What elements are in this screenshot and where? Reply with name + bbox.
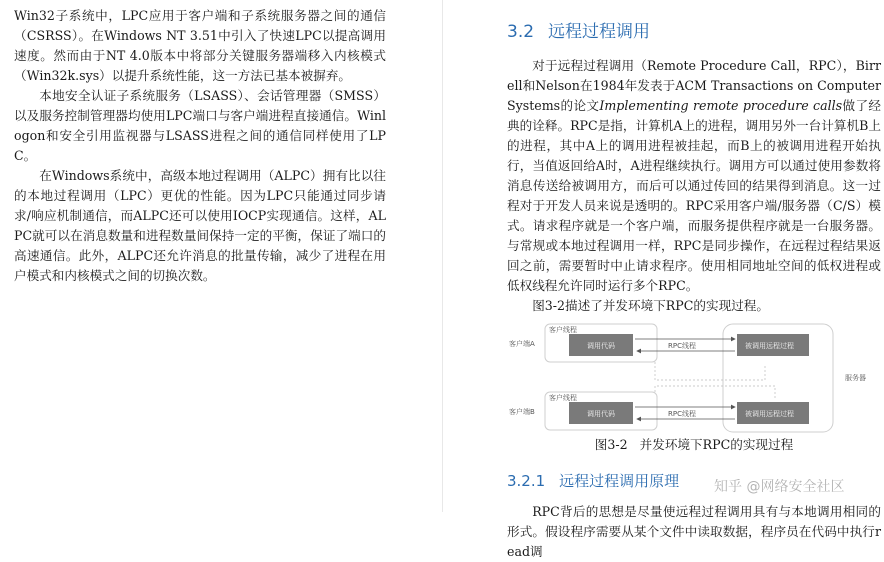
rpc-intro-text-1: 对于远程过程调用（Remote Procedure Call，RPC），Birrell和Nelson在1984年发表于ACM Transactions on Computer Systems的论文: [507, 58, 881, 113]
section-number: 3.2: [507, 22, 535, 42]
subsection-number: 3.2.1: [507, 472, 546, 490]
section-title: 远程过程调用: [548, 22, 651, 42]
left-text-column: [14, 6, 386, 286]
figure-caption-text: 并发环境下RPC的实现过程: [639, 437, 794, 452]
dashed-link-a: [655, 362, 765, 380]
client-a-call-code-label: 调用代码: [587, 342, 615, 350]
client-b-call-code-label: 调用代码: [587, 410, 615, 418]
remote-proc-label-b: 被调用远程过程: [745, 410, 794, 418]
right-page: [442, 0, 884, 559]
section-heading: [507, 20, 881, 44]
rpc-intro-text-2: 做了经典的诠释。RPC是指，计算机A上的进程，调用另外一台计算机B上的进程，其中A上的调用进程被挂起，而B上的被调用进程开始执行，当值返回给A时，A进程继续执行。调用方可以通过使用参数将消息传送给被调用方，而后可以通过传回的结果得到消息。这一过程对于开发人员来说是透明的。RPC采用客户端/服务器（C/S）模式。请求程序就是一个客户端，而服务提供程序就是一台服务器。与常规或本地过程调用一样，RPC是同步操作，在远程过程结果返回之前，需要暂时中止请求程序。使用相同地址空间的低权进程或低权线程允许同时运行多个RPC。: [507, 98, 882, 293]
server-label: 服务器: [845, 374, 866, 382]
subsection-title: 远程过程调用原理: [559, 472, 680, 490]
rpc-principle-paragraph: RPC背后的思想是尽量使远程过程调用具有与本地调用相同的形式。假设程序需要从某个文件中读取数据，程序员在代码中执行read调: [507, 504, 881, 559]
figure-caption: [507, 436, 881, 454]
left-page: [0, 0, 442, 512]
left-paragraph-1: Win32子系统中，LPC应用于客户端和子系统服务器之间的通信（CSRSS）。在Windows NT 3.51中引入了快速LPC以提高调用速度。然而由于NT 4.0版本中将部分关键服务器端移入内核模式（Win32k.sys）以提升系统性能，这一方法已基本被摒弃。: [14, 8, 386, 83]
rpc-diagram: [505, 322, 884, 434]
remote-proc-label-a: 被调用远程过程: [745, 342, 794, 350]
client-b-label: 客户端B: [509, 408, 535, 416]
rpc-thread-label-b: RPC线程: [668, 410, 696, 418]
client-a-label: 客户端A: [509, 340, 535, 348]
left-paragraph-2: 本地安全认证子系统服务（LSASS）、会话管理器（SMSS）以及服务控制管理器均使用LPC端口与客户端进程直接通信。Winlogon和安全引用监视器与LSASS进程之间的通信同样使用了LPC。: [14, 88, 386, 163]
dashed-link-b: [655, 386, 775, 400]
paper-title: Implementing remote procedure calls: [599, 98, 843, 113]
figure-caption-number: 图3-2: [594, 437, 628, 452]
rpc-thread-label-a: RPC线程: [668, 342, 696, 350]
figure-reference-paragraph: 图3-2描述了并发环境下RPC的实现过程。: [532, 298, 769, 313]
watermark: 知乎 @网络安全社区: [714, 479, 845, 495]
client-a-thread-label: 客户线程: [549, 326, 577, 334]
rpc-figure: [507, 322, 881, 434]
rpc-intro-paragraph: [507, 56, 881, 296]
left-paragraph-3: 在Windows系统中，高级本地过程调用（ALPC）拥有比以往的本地过程调用（LPC）更优的性能。因为LPC只能通过同步请求/响应机制通信，而ALPC还可以使用IOCP实现通信。这样，ALPC就可以在消息数量和进程数量间保持一定的平衡，保证了端口的高速通信。此外，ALPC还允许消息的批量传输，减少了进程在用户模式和内核模式之间的切换次数。: [14, 168, 386, 283]
client-b-thread-label: 客户线程: [549, 394, 577, 402]
